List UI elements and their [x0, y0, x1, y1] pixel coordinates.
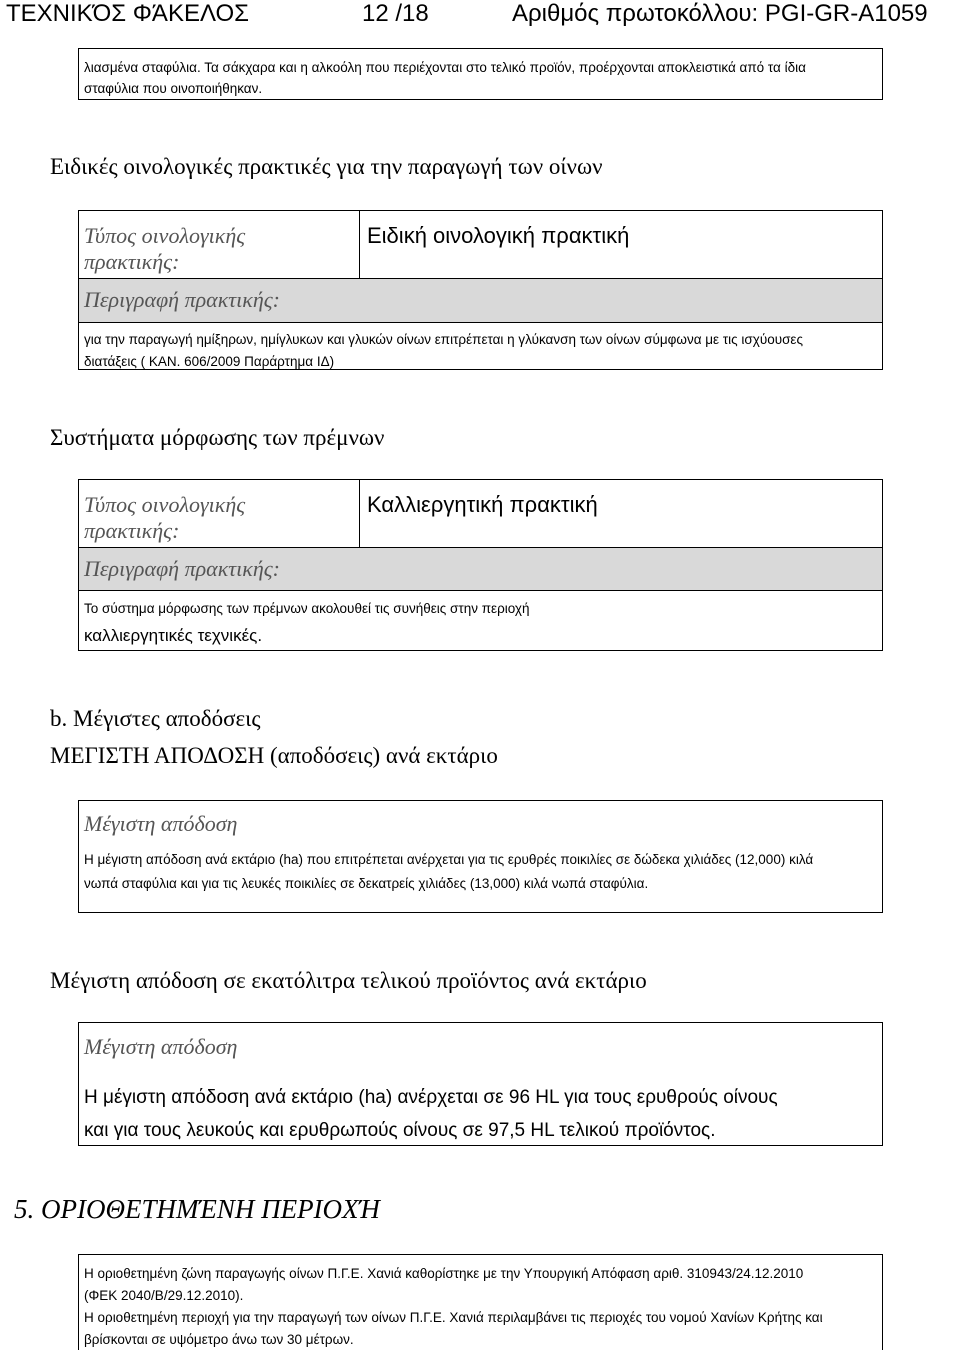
intro-line: σταφύλια που οινοποιήθηκαν.: [84, 81, 263, 96]
page-number: 12 /18: [362, 0, 429, 27]
area-box: [78, 1254, 883, 1350]
doc-title: ΤΕΧΝΙΚΌΣ ΦΆΚΕΛΟΣ: [6, 0, 249, 27]
intro-line: λιασμένα σταφύλια. Τα σάκχαρα και η αλκοόλη που περιέχονται στο τελικό προϊόν, προέρχονται αποκλειστικά από τα ίδια: [84, 60, 806, 75]
description-label: Περιγραφή πρακτικής:: [84, 556, 280, 581]
section-title: b. Μέγιστες αποδόσεις: [50, 706, 261, 731]
description-header: [79, 278, 882, 323]
protocol-number: Αριθμός πρωτοκόλλου: PGI-GR-A1059: [512, 0, 928, 27]
type-label: Τύπος οινολογικής πρακτικής:: [84, 492, 246, 543]
yield-text: Η μέγιστη απόδοση ανά εκτάριο (ha) που επιτρέπεται ανέρχεται για τις ερυθρές ποικιλίες σε δώδεκα χιλιάδες (12,000) κιλά νωπά σταφύλια και για τις λευκές ποικιλίες σε δεκατρείς χιλιάδες (13,000) κιλά νωπά σταφύλια.: [84, 852, 814, 891]
description-header: [79, 547, 882, 591]
type-value: Ειδική οινολογική πρακτική: [367, 223, 630, 248]
section-subtitle: ΜΕΓΙΣΤΗ ΑΠΟΔΟΣΗ (αποδόσεις) ανά εκτάριο: [50, 743, 498, 768]
yield-box: [78, 800, 883, 913]
section-title: Μέγιστη απόδοση σε εκατόλιτρα τελικού προϊόντος ανά εκτάριο: [50, 968, 647, 993]
intro-box: [78, 48, 883, 100]
area-text: Η οριοθετημένη περιοχή για την παραγωγή των οίνων Π.Γ.Ε. Χανιά περιλαμβάνει τις περιοχές του νομού Χανίων Κρήτης και: [84, 1310, 823, 1325]
yield-label: Μέγιστη απόδοση: [84, 1034, 238, 1059]
description-text: Το σύστημα μόρφωσης των πρέμνων ακολουθεί τις συνήθεις στην περιοχή: [84, 601, 530, 616]
section-title: Ειδικές οινολογικές πρακτικές για την παραγωγή των οίνων: [50, 154, 603, 179]
yield-hl-box: [78, 1022, 883, 1146]
description-label: Περιγραφή πρακτικής:: [84, 287, 280, 312]
type-value: Καλλιεργητική πρακτική: [367, 492, 598, 517]
description-text: καλλιεργητικές τεχνικές.: [84, 626, 263, 645]
yield-label: Μέγιστη απόδοση: [84, 811, 238, 836]
description-text: για την παραγωγή ημίξηρων, ημίγλυκων και γλυκών οίνων επιτρέπεται η γλύκανση των οίνων σύμφωνα με τις ισχύουσες διατάξεις ( ΚΑΝ. 606/2009 Παράρτημα ΙΔ): [84, 332, 803, 369]
area-text: βρίσκονται σε υψόμετρο άνω των 30 μέτρων.: [84, 1332, 354, 1347]
area-text: Η οριοθετημένη ζώνη παραγωγής οίνων Π.Γ.Ε. Χανιά καθορίστηκε με την Υπουργική Απόφαση αριθ. 310943/24.12.2010: [84, 1266, 804, 1281]
column-divider: [359, 211, 360, 278]
chapter-title: 5. ΟΡΙΟΘΕΤΗΜΈΝΗ ΠΕΡΙΟΧΉ: [14, 1194, 380, 1224]
yield-text: Η μέγιστη απόδοση ανά εκτάριο (ha) ανέρχεται σε 96 HL για τους ερυθρούς οίνους και για τους λευκούς και ερυθρωπούς οίνους σε 97,5 HL τελικού προϊόντος.: [84, 1087, 778, 1141]
practice-table: [78, 210, 883, 370]
column-divider: [359, 480, 360, 547]
section-title: Συστήματα μόρφωσης των πρέμνων: [50, 425, 385, 450]
practice-table: [78, 479, 883, 651]
area-text: (ΦΕΚ 2040/Β/29.12.2010).: [84, 1288, 244, 1303]
type-label: Τύπος οινολογικής πρακτικής:: [84, 223, 246, 274]
